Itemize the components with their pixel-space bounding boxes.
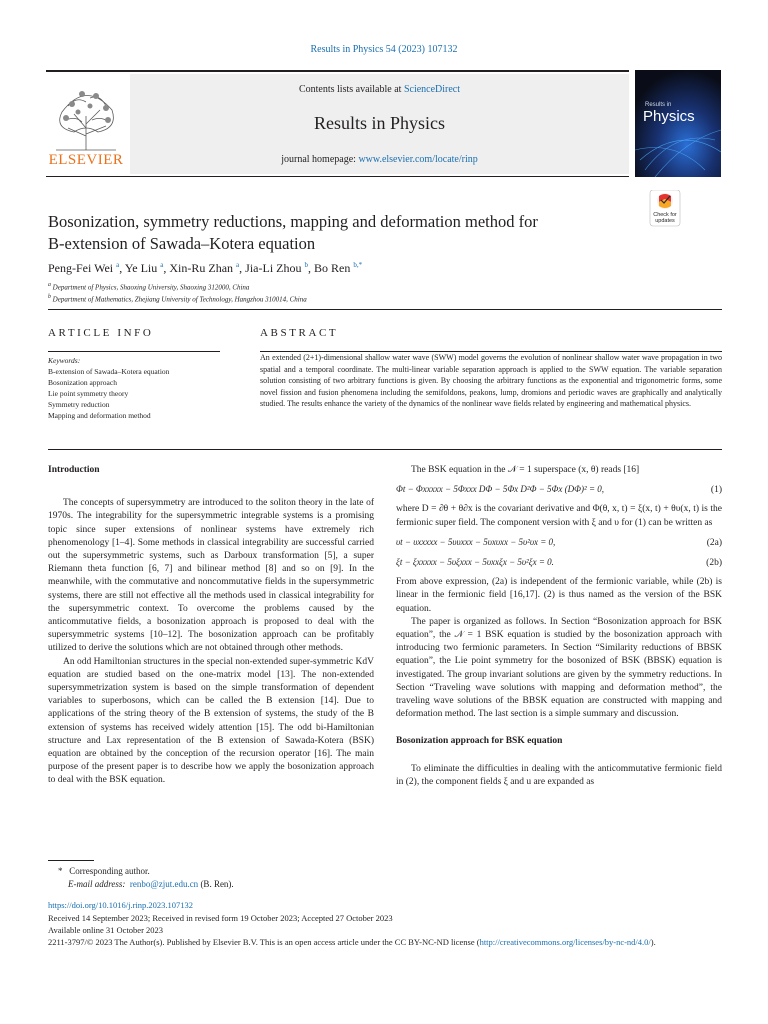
journal-header-band (130, 74, 629, 174)
affiliation-b (48, 294, 307, 303)
email-link[interactable]: renbo@zjut.edu.cn (129, 879, 199, 889)
author-affiliation-mark[interactable]: a (236, 261, 240, 269)
abstract-text: An extended (2+1)-dimensional shallow water wave (SWW) model governs the evolution of nonlinear shallow water wave propagation in two spatial and a temporal coordinate. The multi-linear variable separation approach is applied to the SWW equation. The variable separation solution consisting of two arbitrary functions is given. By choosing the arbitrary functions as the exponential and trigonometric forms, some novel fission and fusion phenomena including the semifoldons, peakons, lump, dromions and periodic waves are graphically and analytically studied. The results enhance the variety of the dynamics of the nonlinear wave fields related by engineering and mathematical physics. (260, 353, 722, 409)
email-note (68, 879, 234, 889)
paragraph: An odd Hamiltonian structures in the special non-extended super-symmetric KdV equation are studied based on the one-matrix model [13]. The non-extended supersymmetrization system is based on the simple transformation of dependent variables to superbosons, which can be called the B extension [14]. Due to applications of the string theory of the B extension of systems, the study of the B extension of systems has received widely attention [15]. The odd bi-Hamiltonian structure and Lax representation of the B extension of Sawada-Kotera (BSK) equation are obtained by the conception of the recursion operator [16]. The main purpose of the present paper is to describe how we apply the bosonization approach to deal with the BSK equation. (48, 656, 374, 786)
equation-expression: ξt − ξxxxxx − 5υξxxx − 5υxxξx − 5υ²ξx = 0. (396, 557, 554, 568)
equation-number: (2a) (706, 537, 722, 548)
journal-header (46, 70, 629, 177)
email-label: E-mail address: (68, 879, 126, 889)
received-dates: Received 14 September 2023; Received in revised form 19 October 2023; Accepted 27 October 2023 (48, 913, 393, 923)
divider (48, 351, 220, 352)
article-info-heading: ARTICLE INFO (48, 327, 154, 339)
contents-line (130, 84, 629, 95)
article-title-line-1: Bosonization, symmetry reductions, mapping and deformation method for (48, 212, 538, 231)
equation-number: (1) (710, 485, 722, 496)
doi-line (48, 900, 728, 910)
author-affiliation-mark[interactable]: b,* (353, 261, 363, 269)
cover-small-text: Results in (645, 102, 672, 108)
equation-1 (396, 483, 722, 497)
sciencedirect-link[interactable]: ScienceDirect (403, 84, 461, 95)
divider (48, 449, 722, 450)
introduction-heading: Introduction (48, 465, 100, 475)
corresponding-author-label: Corresponding author. (69, 866, 150, 876)
keyword-item: Bosonization approach (48, 378, 117, 387)
author-affiliation-mark[interactable]: a (160, 261, 164, 269)
corresponding-author-note (58, 866, 150, 876)
homepage-line (130, 154, 629, 165)
doi-link[interactable]: https://doi.org/10.1016/j.rinp.2023.107132 (48, 900, 194, 910)
keyword-item: B-extension of Sawada–Kotera equation (48, 367, 170, 376)
footnote-star: * (58, 866, 63, 876)
homepage-prefix: journal homepage: (281, 154, 359, 165)
updates-label: updates (655, 218, 675, 224)
check-for-updates-label (644, 212, 686, 224)
journal-name: Results in Physics (313, 113, 446, 133)
equation-expression: υt − υxxxxx − 5υυxxx − 5υxυxx − 5υ²υx = 0, (396, 536, 556, 547)
equation-number: (2b) (706, 558, 722, 569)
abstract-heading: ABSTRACT (260, 327, 339, 339)
article-title (48, 211, 638, 255)
journal-cover[interactable] (635, 70, 721, 177)
paragraph: The paper is organized as follows. In Section “Bosonization approach for BSK equation”, the 𝒩 = 1 BSK equation is studied by the bosonization approach with introducing two fermionic parameters. In Section “Similarity reductions of BBSK equation”, the Lie point symmetry for the bosonized of BSK (BBSK) equation is investigated. The group invariant solutions are given by the symmetry reductions. In Section “Traveling wave solutions with mapping and deformation method”, the traveling wave solutions of the BBSK equation are constructed with mapping and deformation method. The last section is a simple summary and discussion. (396, 616, 722, 720)
section-heading: Bosonization approach for BSK equation (396, 736, 563, 747)
check-for-updates-icon[interactable] (648, 190, 682, 230)
check-for-label: Check for (653, 212, 677, 218)
license-link[interactable]: http://creativecommons.org/licenses/by-nc-nd/4.0/ (479, 937, 651, 947)
journal-reference[interactable]: Results in Physics 54 (2023) 107132 (310, 44, 458, 55)
affiliation-a-mark: a (48, 282, 51, 288)
elsevier-wordmark[interactable]: ELSEVIER (48, 152, 124, 168)
keyword-item: Lie point symmetry theory (48, 389, 129, 398)
license-suffix: ). (650, 937, 656, 947)
keyword-item: Mapping and deformation method (48, 411, 151, 420)
author-affiliation-mark[interactable]: b (304, 261, 308, 269)
affiliation-a-text: Department of Physics, Shaoxing University, Shaoxing 312000, China (52, 283, 250, 292)
author-affiliation-mark[interactable]: a (116, 261, 120, 269)
author-list: Peng-Fei Wei $^a$, Ye Liu $^a$, Xin-Ru Zhan $^a$, Jia-Li Zhou $^b$, Bo Ren $^{b,*}$ (48, 261, 363, 275)
keywords-list (48, 355, 220, 421)
contents-prefix: Contents lists available at (298, 84, 404, 95)
affiliation-b-text: Department of Mathematics, Zhejiang University of Technology, Hangzhou 310014, China (52, 295, 307, 304)
author-name: Peng-Fei Wei (48, 261, 114, 275)
author-name: Bo Ren (313, 261, 351, 275)
author-name: Ye Liu (124, 261, 158, 275)
cover-title: Physics (643, 108, 695, 125)
keyword-item: Symmetry reduction (48, 400, 110, 409)
paragraph: From above expression, (2a) is independent of the fermionic variable, while (2b) is linear in the fermionic field [16,17]. (2) is thus named as the version of the BSK equation. (396, 577, 722, 614)
affiliation-b-mark: b (48, 294, 51, 300)
journal-homepage-link[interactable]: www.elsevier.com/locate/rinp (358, 154, 478, 165)
divider (48, 309, 722, 310)
right-column (396, 464, 722, 789)
email-suffix: (B. Ren). (200, 879, 234, 889)
equation-expression: Φt − Φxxxxx − 5Φxxx DΦ − 5Φx D²Φ − 5Φx (DΦ)² = 0, (396, 484, 605, 495)
equation-2b (396, 556, 722, 570)
left-column (48, 464, 374, 788)
affiliation-a (48, 282, 249, 291)
paragraph: The BSK equation in the 𝒩 = 1 superspace (x, θ) reads [16] (411, 465, 640, 475)
paragraph: To eliminate the difficulties in dealing with the anticommutative fermionic field in (2), the component fields ξ and u are expanded as (396, 763, 722, 787)
paragraph: The concepts of supersymmetry are introduced to the soliton theory in the late of 1970s. The integrability for the supersymmetric integrable systems is a promising topic since super extensions of nonlinear systems have extremely rich phenomenology [1–4]. Some methods in classical integrability are successful carried out the supersymmetric systems, such as Darboux transformation [5], a super Riemann theta function [6, 7] and bilinear method [8] and so on [9]. In the meanwhile, with the commutative and noncommutative fields in the supersymmetric systems, there are still not effective all the methods used in classical integrability for the supersymmetric context. To overcome the problems caused by the anticommutative fields, a bosonization approach is proposed to deal with the supersymmetric systems [10–12]. The bosonization approach can be profitably utilized to derive the solutions which are not obtained through other methods. (48, 498, 374, 654)
license-prefix: 2211-3797/© 2023 The Author(s). Published by Elsevier B.V. This is an open access article under the CC BY-NC-ND license ( (48, 937, 480, 947)
article-title-line-2: B-extension of Sawada–Kotera equation (48, 234, 316, 253)
online-date: Available online 31 October 2023 (48, 925, 164, 935)
author-name: Jia-Li Zhou (245, 261, 302, 275)
author-name: Xin-Ru Zhan (169, 261, 234, 275)
footnote-divider (48, 860, 94, 861)
equation-2a (396, 536, 722, 550)
keywords-title: Keywords: (48, 356, 81, 365)
paragraph: where D = ∂θ + θ∂x is the covariant derivative and Φ(θ, x, t) = ξ(x, t) + θυ(x, t) is the fermionic super field. The component version with ξ and υ for (1) can be written as (396, 504, 722, 528)
license-statement (48, 936, 728, 948)
